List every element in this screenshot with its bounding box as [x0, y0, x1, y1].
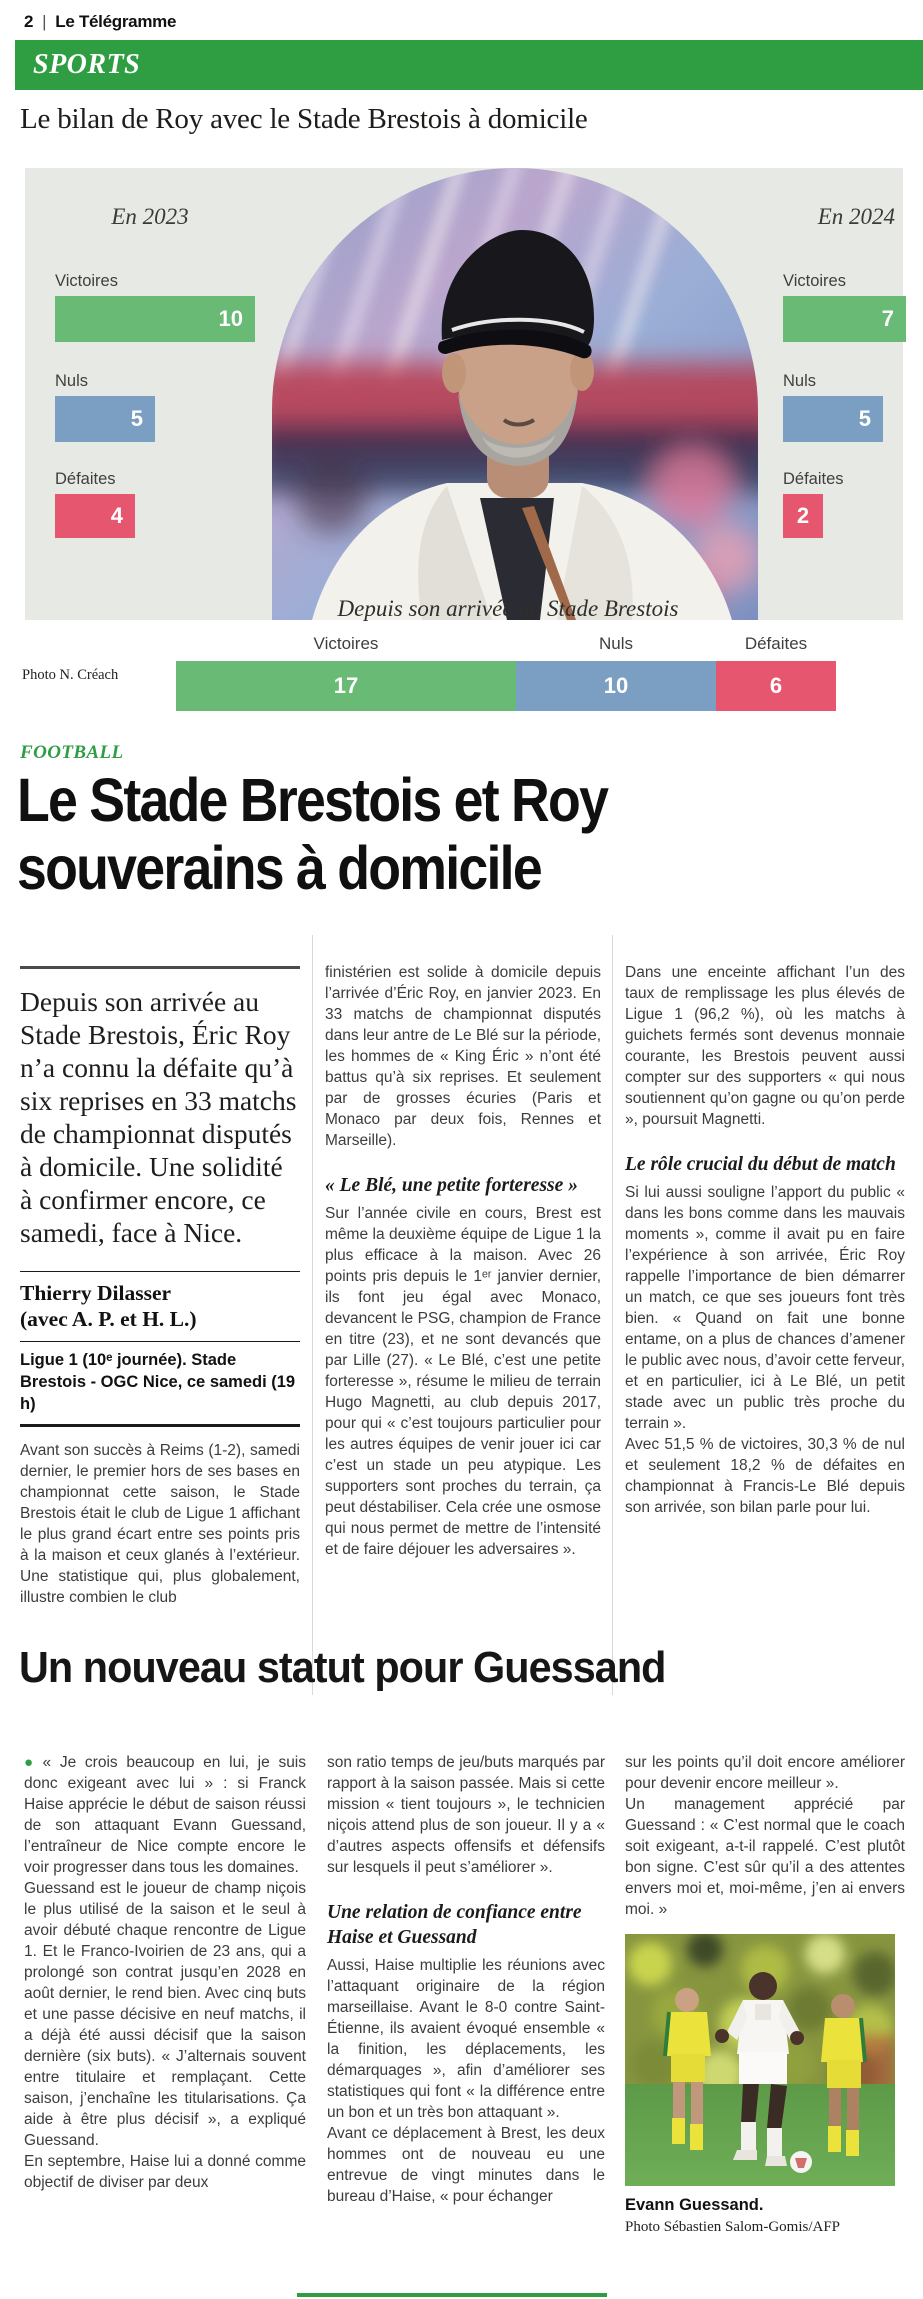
- bar-2023-nuls: [55, 396, 155, 442]
- segment-value: 6: [769, 673, 783, 698]
- headline-line: Le Stade Brestois et Roy: [17, 766, 608, 834]
- photo-caption: Evann Guessand.: [625, 2196, 764, 2214]
- article1-column-3: [625, 930, 905, 1518]
- bar-value: 10: [218, 306, 243, 331]
- headline-line: souverains à domicile: [17, 834, 541, 902]
- body-paragraph: Avec 51,5 % de victoires, 30,3 % de nul et seulement 18,2 % de défaites en championnat à Francis-Le Blé depuis son arrivée, son bilan parle pour lui.: [625, 1436, 905, 1516]
- body-paragraph: Guessand est le joueur de champ niçois le plus utilisé de la saison et le seul à avoir débuté chaque rencontre de Ligue 1. Et le Franco-Ivoirien de 23 ans, qui a prolongé son contrat jusqu’en 2028 en août dernier, le rend bien. Avec cinq buts et une passe décisive en neuf matchs, il a déjà été aussi décisif que la saison dernière (six buts). « J’alternais souvent entre titulaire et remplaçant. Cette saison, j’enchaîne les titularisations. Ça aide à être plus décisif », a expliqué Guessand.: [24, 1880, 306, 2149]
- article2-column-1: [24, 1752, 306, 2193]
- bar-value: 7: [881, 306, 894, 331]
- eric-roy-illustration: [272, 168, 758, 620]
- page-number: 2: [24, 12, 34, 31]
- chart-category-label: Victoires: [55, 272, 118, 290]
- stacked-segment-defaites: [716, 661, 836, 711]
- section-title: SPORTS: [33, 49, 141, 80]
- evann-guessand-photo: [625, 1934, 895, 2186]
- stacked-label-nuls: Nuls: [598, 634, 633, 653]
- subhead: Le rôle crucial du début de match: [625, 1154, 896, 1175]
- bar-2023-victoires: [55, 296, 255, 342]
- body-paragraph: sur les points qu’il doit encore améliorer pour devenir encore meilleur ».: [625, 1754, 905, 1792]
- article2-columns: [0, 1752, 923, 2299]
- article-kicker: FOOTBALL: [20, 742, 124, 763]
- body-paragraph: Aussi, Haise multiplie les réunions avec l’attaquant originaire de la région marseillaise. Avant le 8-0 contre Saint-Étienne, ils avaient évoqué ensemble « la finition, les déplacements, les démarquages », afin d’améliorer ses statistiques qui font « la différence entre un bon et un très bon attaquant ».: [327, 1957, 605, 2121]
- byline-contributors: (avec A. P. et H. L.): [20, 1307, 197, 1331]
- masthead-separator: |: [42, 12, 47, 31]
- segment-value: 17: [333, 673, 359, 698]
- byline: [20, 1272, 300, 1341]
- column-divider: [312, 935, 313, 1695]
- body-paragraph: Dans une enceinte affichant l’un des taux de remplissage les plus élevés de Ligue 1 (96,2 %), où les matchs à guichets fermés sont devenus monnaie courante, les Brestois peuvent aussi compter sur des supporters « qui nous soutiennent qu’on gagne ou qu’on perde », poursuit Magnetti.: [625, 964, 905, 1128]
- article1-column-1: [20, 930, 300, 1608]
- chart-category-label: Victoires: [783, 272, 846, 290]
- article2-column-2: [327, 1752, 605, 2207]
- masthead: [24, 12, 176, 32]
- body-paragraph: Si lui aussi souligne l’apport du public « dans les bons comme dans les mauvais moments », comme il avait pu en faire l’expérience à son arrivée, Éric Roy rappelle l’importance de bien démarrer un match, ce que ses joueurs font très bien. « Quand on fait une bonne entame, on a plus de chances d’amener le public avec nous, d’avoir cette ferveur, et en particulier, ici à Le Blé, un petit stade avec un public très proche du terrain ».: [625, 1184, 906, 1432]
- chart-category-label: Défaites: [783, 470, 844, 488]
- bar-2024-victoires: [783, 296, 906, 342]
- stacked-label-defaites: Défaites: [744, 634, 808, 653]
- chart-year-2024: En 2024: [817, 204, 895, 229]
- stacked-bar-title: Depuis son arrivée au Stade Brestois: [337, 596, 679, 621]
- body-paragraph: Un management apprécié par Guessand : « C’est normal que le coach soit exigeant, a-t-il rappelé. C’est plutôt bon signe. C’est sûr qu’il a des attentes envers moi et, moi-même, j’en ai envers moi. »: [625, 1796, 905, 1918]
- subhead: Une relation de confiance entre Haise et Guessand: [327, 1902, 582, 1948]
- bar-value: 5: [858, 406, 871, 431]
- bottom-section-rule: [297, 2293, 607, 2297]
- photo-credit: Photo Sébastien Salom-Gomis/AFP: [625, 2219, 841, 2235]
- bar-value: 5: [130, 406, 143, 431]
- article1-headline: [17, 766, 607, 902]
- body-paragraph: Avant son succès à Reims (1-2), samedi dernier, le premier hors de ses bases en championnat cette saison, le Stade Brestois était le club de Ligue 1 affichant le plus grand écart entre ses points pris à la maison et ceux glanés à l’extérieur. Une statistique qui, plus globalement, illustre combien le club: [20, 1442, 300, 1606]
- brand-name: Le Télégramme: [55, 12, 177, 31]
- subhead: « Le Blé, une petite forteresse »: [325, 1175, 578, 1196]
- chart-year-2023: En 2023: [111, 204, 189, 229]
- paragraph-text: « Je crois beaucoup en lui, je suis donc exigeant avec lui » : si Franck Haise apprécie le début de saison réussi de son attaquant Evann Guessand, l’entraîneur de Nice compte encore le voir progresser dans tous les domaines.: [24, 1754, 307, 1876]
- body-paragraph: son ratio temps de jeu/buts marqués par rapport à la saison passée. Mais si cette mission « tient toujours », le technicien niçois attend plus de son joueur. Il y a « d’autres aspects offensifs et défensifs sur lesquels il peut s’améliorer ».: [327, 1754, 605, 1876]
- guessand-illustration: [625, 1934, 895, 2186]
- section-banner: [15, 40, 923, 90]
- bar-2023-defaites: [55, 494, 135, 538]
- infographic-title: Le bilan de Roy avec le Stade Brestois à domicile: [20, 103, 588, 135]
- lede-rule: [20, 966, 300, 969]
- infographic-photo-credit: Photo N. Créach: [22, 667, 119, 683]
- green-bullet-icon: ●: [24, 1754, 38, 1771]
- stacked-segment-victoires: [176, 661, 516, 711]
- article2-column-3: [625, 1752, 905, 2236]
- column-divider: [612, 935, 613, 1695]
- body-paragraph: [24, 1752, 306, 1878]
- match-info: Ligue 1 (10ᵉ journée). Stade Brestois - OGC Nice, ce samedi (19 h): [20, 1351, 296, 1413]
- stacked-bar: [176, 661, 836, 711]
- eric-roy-photo: [272, 168, 758, 620]
- article1-column-2: [325, 930, 601, 1560]
- byline-author: Thierry Dilasser: [20, 1281, 172, 1305]
- body-paragraph: Sur l’année civile en cours, Brest est même la deuxième équipe de Ligue 1 la plus efficace à la maison. Avec 26 points pris depuis le 1ᵉʳ janvier dernier, ils font jeu égal avec Monaco, devancent le PSG, champion de France en titre (23), et ne sont devancés que par Lille (27). « Le Blé, c’est une petite forteresse », résume le milieu de terrain Hugo Magnetti, au club depuis 2017, pour qui « c’est toujours particulier pour les autres équipes de venir jouer ici car c’est un stade un peu atypique. Les supporters sont proches du terrain, ça peut déstabiliser. Cela crée une osmose qui nous permet de mettre de l’intensité et de faire déjouer les adversaires ».: [325, 1205, 601, 1558]
- chart-category-label: Nuls: [783, 372, 817, 390]
- article2-headline: Un nouveau statut pour Guessand: [19, 1643, 666, 1692]
- bar-value: 4: [110, 503, 123, 528]
- infographic-chart: [25, 168, 903, 620]
- segment-value: 10: [603, 673, 629, 698]
- body-paragraph: finistérien est solide à domicile depuis l’arrivée d’Éric Roy, en janvier 2023. En 33 matchs de championnat disputés dans leur antre de Le Blé sur la période, les hommes de « King Éric » n’ont été battus qu’à six reprises. Et seulement par de grosses écuries (Paris et Monaco par deux fois, Rennes et Marseille).: [325, 964, 601, 1149]
- stacked-segment-nuls: [516, 661, 716, 711]
- bar-2024-defaites: [783, 494, 823, 538]
- article1-columns: [0, 930, 923, 1702]
- bar-value: 2: [796, 503, 810, 528]
- chart-category-label: Défaites: [55, 470, 116, 488]
- bar-2024-nuls: [783, 396, 883, 442]
- body-paragraph: Avant ce déplacement à Brest, les deux hommes ont de nouveau eu une entrevue de vingt minutes dans le bureau d’Haise, « pour échanger: [327, 2125, 605, 2205]
- ball: [790, 2151, 812, 2173]
- body-paragraph: En septembre, Haise lui a donné comme objectif de diviser par deux: [24, 2153, 306, 2191]
- byline-rule-bottom: [20, 1424, 300, 1427]
- stacked-label-victoires: Victoires: [313, 634, 379, 653]
- chart-category-label: Nuls: [55, 372, 89, 390]
- article1-lede: Depuis son arrivée au Stade Brestois, Éric Roy n’a connu la défaite qu’à six reprises en 33 matchs de championnat disputés à domicile. Une solidité à confirmer encore, ce samedi, face à Nice.: [20, 986, 297, 1248]
